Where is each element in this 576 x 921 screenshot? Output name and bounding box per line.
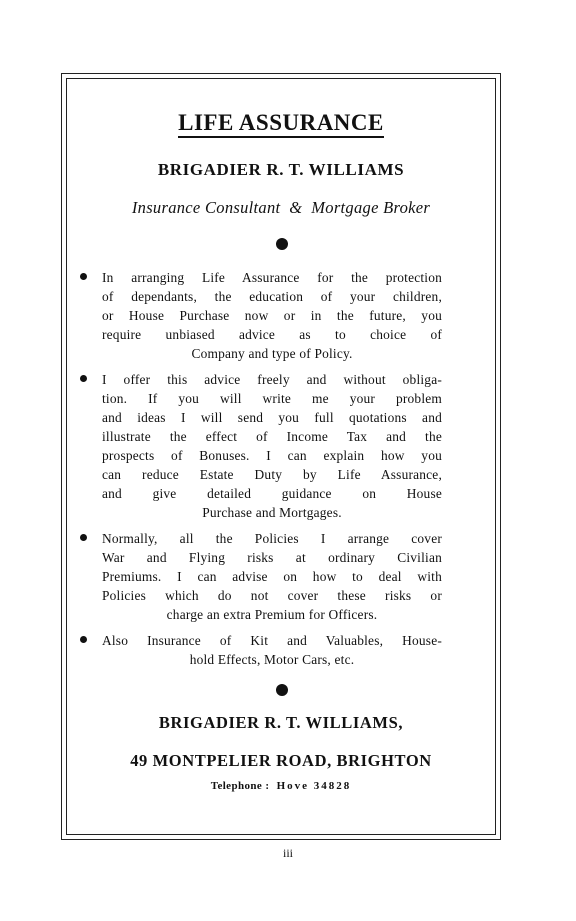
consultant-name-heading: BRIGADIER R. T. WILLIAMS: [157, 160, 405, 179]
bullet-line: Premiums. I can advise on how to deal with: [102, 569, 442, 584]
bullet-dot-icon: [80, 273, 87, 280]
page-number: iii: [282, 846, 293, 860]
bullet-line: can reduce Estate Duty by Life Assurance,: [102, 467, 442, 482]
telephone-label: Telephone :: [210, 780, 270, 792]
bullet-line: tion. If you will write me your problem: [102, 391, 442, 406]
bullet-line: Also Insurance of Kit and Valuables, House-: [102, 633, 442, 648]
bullet-line: hold Effects, Motor Cars, etc.: [189, 652, 355, 667]
bullet-line: Normally, all the Policies I arrange cover: [102, 531, 442, 546]
consultant-role: Insurance Consultant & Mortgage Broker: [131, 198, 431, 217]
bullet-item: [102, 268, 442, 363]
bullet-line: charge an extra Premium for Officers.: [166, 607, 378, 622]
bullet-line: War and Flying risks at ordinary Civilian: [102, 550, 442, 565]
consultant-name-footer: BRIGADIER R. T. WILLIAMS,: [158, 713, 404, 732]
bullet-item: [102, 370, 442, 522]
bullet-line: I offer this advice freely and without obliga-: [102, 372, 442, 387]
telephone-number: Hove 34828: [276, 780, 352, 792]
bullet-line: illustrate the effect of Income Tax and the: [102, 429, 442, 444]
bullet-line: and ideas I will send you full quotations and: [102, 410, 442, 425]
ornament-dot-top: [276, 238, 288, 250]
bullet-dot-icon: [80, 375, 87, 382]
consultant-address: 49 MONTPELIER ROAD, BRIGHTON: [130, 751, 432, 770]
ornament-dot-bottom: [276, 684, 288, 696]
bullet-line: Purchase and Mortgages.: [202, 505, 342, 520]
bullet-dot-icon: [80, 636, 87, 643]
bullet-line: prospects of Bonuses. I can explain how you: [102, 448, 442, 463]
bullet-line: and give detailed guidance on House: [102, 486, 442, 501]
bullet-list: [102, 268, 442, 676]
bullet-item: [102, 631, 442, 669]
bullet-line: Company and type of Policy.: [191, 346, 353, 361]
bullet-item: [102, 529, 442, 624]
telephone-line: [66, 780, 496, 792]
bullet-dot-icon: [80, 534, 87, 541]
bullet-line: In arranging Life Assurance for the protection: [102, 270, 442, 285]
bullet-line: Policies which do not cover these risks or: [102, 588, 442, 603]
advert-title: LIFE ASSURANCE: [66, 110, 496, 136]
bullet-line: require unbiased advice as to choice of: [102, 327, 442, 342]
bullet-line: of dependants, the education of your children,: [102, 289, 442, 304]
bullet-line: or House Purchase now or in the future, you: [102, 308, 442, 323]
